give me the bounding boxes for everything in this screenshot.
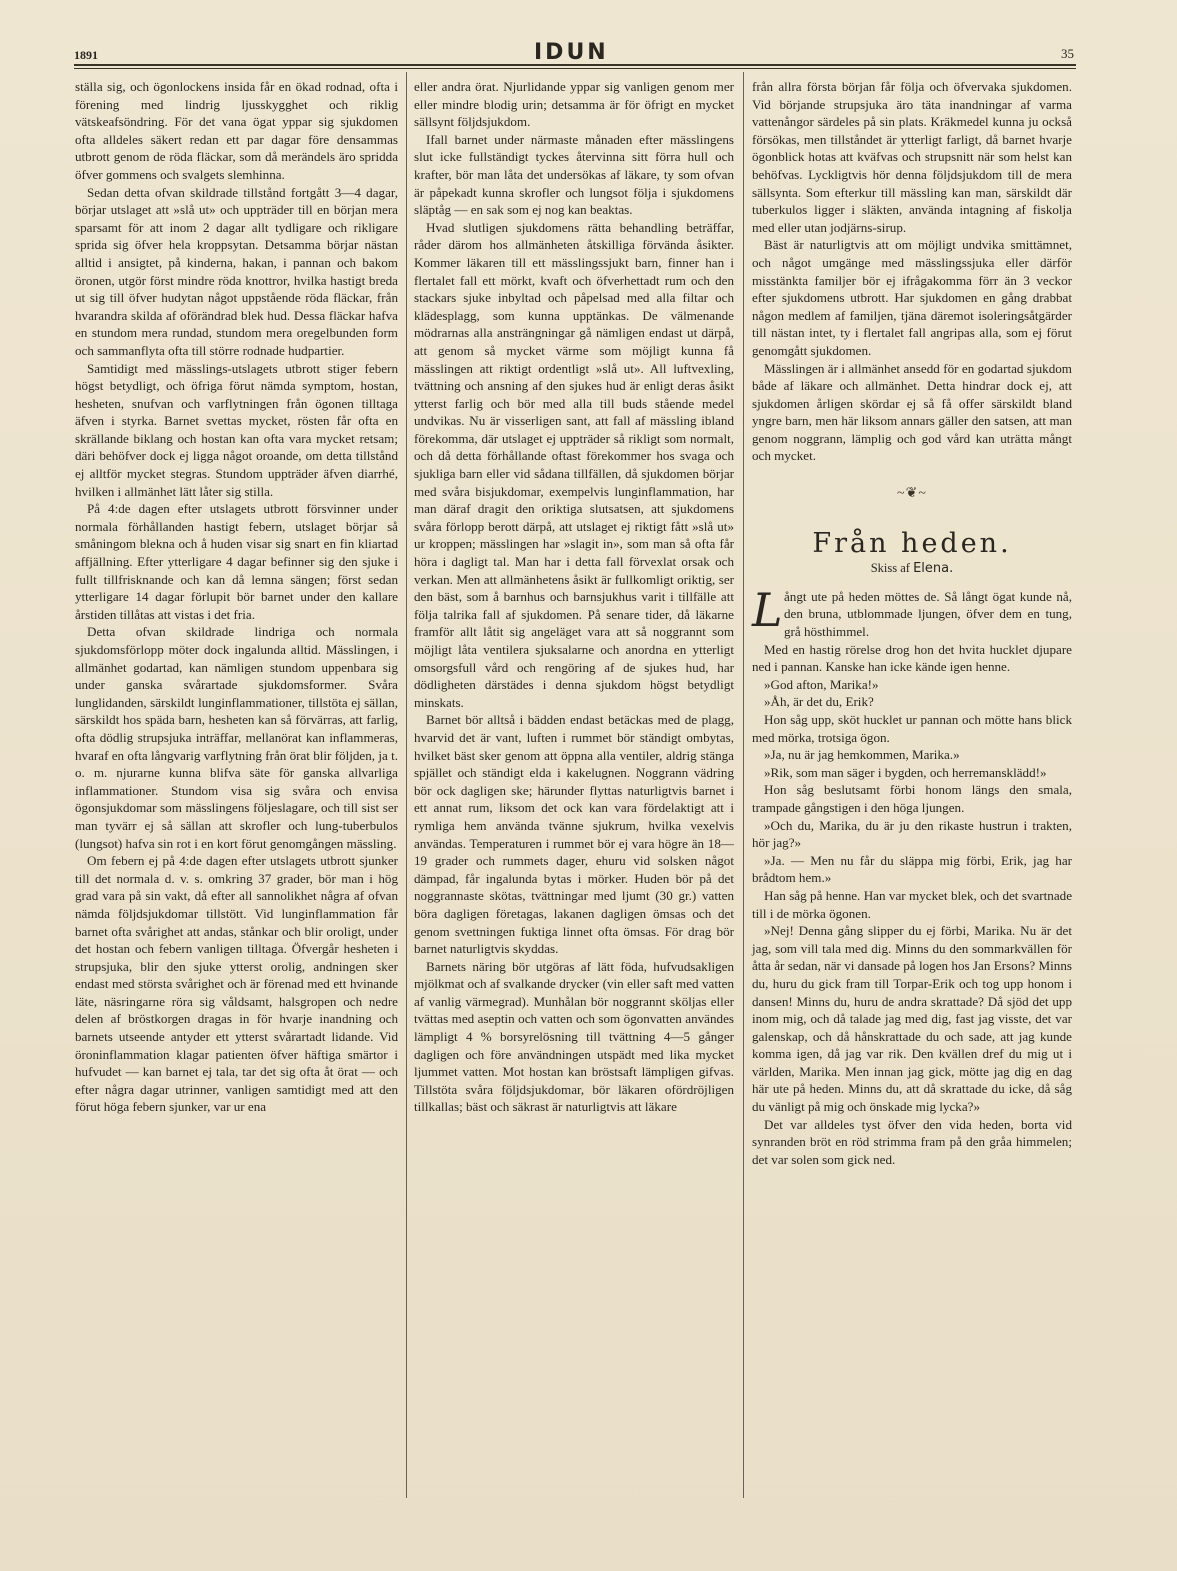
story-paragraph: Med en hastig rörelse drog hon det hvita hucklet djupare ned i pannan. Kanske han icke kände igen henne. <box>752 641 1072 675</box>
story-title: Från heden. <box>812 527 1012 559</box>
story-paragraph: »Och du, Marika, du är ju den rikaste hustrun i trakten, hör jag?» <box>752 817 1072 851</box>
story-paragraph: Hon såg beslutsamt förbi honom längs den smala, trampade gångstigen i den höga ljungen. <box>752 782 1072 815</box>
header-rule-thick <box>74 64 1076 66</box>
story-paragraph: »Rik, som man säger i bygden, och herremansklädd!» <box>764 764 1047 780</box>
column-3 <box>752 78 1072 1168</box>
paragraph: eller andra örat. Njurlidande yppar sig vanligen genom mer eller mindre blodig urin; detsamma är för öfrigt en mycket sällsynt följdsjukdom. <box>414 79 734 130</box>
byline-author: Elena. <box>913 561 954 577</box>
story-paragraph: »God afton, Marika!» <box>764 676 879 692</box>
paragraph: Barnets näring bör utgöras af lätt föda, hufvudsakligen mjölkmat och af svalkande drycker (vin eller saft med vatten af vanlig värmegrad). Munhålan bör noggrannt sköljas eller tvättas med aseptin och vatten och som ögonvatten användes lämpligt 4 % borsyrelösning till tvättning 4—5 gånger dagligen och före användningen utspädt med lika mycket ljummet vatten. Mot hostan kan bröstsaft lämpligen gifvas. Tillstöta svåra följdsjukdomar, bör läkaren ofördröjligen tillkallas; bäst och säkrast är naturligtvis att läkare <box>414 958 734 1115</box>
paragraph: Ifall barnet under närmaste månaden efter mässlingens slut icke fullständigt tyckes återvinna sitt förra hull och krafter, bör man låta det undersökas af läkare, ty som ofvan är påpekadt kunna skrofler och lungsot följa i sjukdomens släptåg — en sak som ej nog kan beaktas. <box>414 131 734 218</box>
header-page-number: 35 <box>1061 46 1074 61</box>
paragraph: från allra första början får följa och öfvervaka sjukdomen. Vid börjande strupsjuka äro täta inandningar af varma vattenångor särdeles på sin plats. Kräkmedel kunna ju också försökas, men tillståndet är ytterligt farligt, då barnet hvarje ögonblick hotas att kväfvas och strupsnitt när som helst kan behöfvas. Lyckligtvis hör denna följdsjukdom till de mera sällsynta. Som efterkur till mässling kan man, särskildt där tuberkulos ligger i släkten, använda intagning af fiskolja med eller utan jodjärns-sirup. <box>752 79 1072 235</box>
story-paragraph: Det var alldeles tyst öfver den vida heden, borta vid synranden bröt en röd strimma fram på den gråa himmelen; det var solen som gick ned. <box>752 1116 1072 1167</box>
story-paragraph: »Nej! Denna gång slipper du ej förbi, Marika. Nu är det jag, som vill tala med dig. Minns du den sommarkvällen för åtta år sedan, när vi dansade på logen hos Jan Ersons? Minns du, huru du gick fram till Torpar-Erik och tog upp honom i dansen! Minns du, huru de andra skrattade? Då sjöd det upp inom mig, och då talade jag med dig, fast jag visste, det var galenskap, och då hånskrattade du och sade, att jag kunde komma igen, då jag var rik. Den kvällen dref du mig ut i världen, Marika. Men innan jag gick, mötte jag dig en dag här ute på heden. Minns du, att då skrattade du icke, då såg du vänligt på mig och önskade mig lycka?» <box>752 923 1072 1115</box>
paragraph: Barnet bör alltså i bädden endast betäckas med de plagg, hvarvid det är vant, luften i rummet bör ständigt ombytas, hvilket bäst sker genom att öppna alla ventiler, aldrig stänga spjället och ständigt elda i kakelugnen. Noggrann vädring bör ock dagligen ske; härunder flyttas naturligtvis barnet i ett annat rum, liksom det ock kan vara fördelaktigt att i rymliga hem använda tvänne sjukrum, hvilka vexelvis användas. Temperaturen i rummet bör ej vara högre än 18—19 grader och rummets dager, ehuru vid solsken något dämpad, får ingalunda bytas i mörker. Huden bör på det noggrannaste skötas, tvättningar med ljumt (30 gr.) vatten böra dagligen företagas, lakanen dagligen ömsas och det genom svettningen fuktiga linnet ofta ömsas. För drag bör barnet naturligtvis skyddas. <box>414 712 734 957</box>
paragraph: Detta ofvan skildrade lindriga och normala sjukdomsförlopp möter dock ingalunda alltid. Mässlingen, i allmänhet godartad, kan nämligen stundom uppenbara sig under ganska svårartade sjukdomsformer. Svåra lunglidanden, särskildt lunginflammationer, tillstöta ej sällan, särskildt hos späda barn, hesheten kan så förvärras, att farlig, ofta dödlig strupsjuka inträffar, mellanörat kan inflammeras, hvaraf en ofta långvarig varflytning från örat blir följden, ja t. o. m. njurarne kunna blifva säte för ganska allvarliga inflammationer. Stundom visa sig svåra och envisa ögonsjukdomar som mässlingens följeslagare, och till sist ser man tyvärr ej så sällan att skrofler och lung-tuberbulos (lungsot) hafva sin rot i en kort förut genomgången mässling. <box>75 624 398 851</box>
paragraph: Mässlingen är i allmänhet ansedd för en godartad sjukdom både af läkare och allmänhet. Detta hindrar dock ej, att sjukdomen årligen skördar ej så få offer särskildt bland yngre barn, men här liksom annars gäller den satsen, att man genom noggrann, lämplig och god vård kan uträtta mångt och mycket. <box>752 360 1072 464</box>
column-2 <box>414 78 734 1116</box>
paragraph: Sedan detta ofvan skildrade tillstånd fortgått 3—4 dagar, börjar utslaget att »slå ut» och uppträder till en början mera sparsamt för att inom 2 dagar allt tydligare och rikligare sprida sig öfver hela kroppsytan. Detsamma börjar nästan alltid i ansigtet, på kinderna, hakan, i pannan och bakom öronen, utgör först mindre röda knottror, hvilka hastigt breda ut sig till öfver hudytan något uppstående röda fläckar, från hvarandra skilda af oförändrad blek hud. Dessa fläckar hafva en stundom mera rundad, stundom mera oregelbunden form och sammanflyta ofta till större rodnade hudpartier. <box>75 184 398 358</box>
story-paragraph: Hon såg upp, sköt hucklet ur pannan och mötte hans blick med mörka, trotsiga ögon. <box>752 712 1072 745</box>
column-divider <box>406 72 407 1498</box>
story-byline <box>752 560 1072 578</box>
story-paragraph: Han såg på henne. Han var mycket blek, och det svartnade till i de mörka ögonen. <box>752 887 1072 921</box>
header-rule-thin <box>74 68 1076 69</box>
paragraph: Samtidigt med mässlings-utslagets utbrott stiger febern högst betydligt, och öfriga förut nämda symptom, hostan, hesheten, snufvan och varflytningen från ögonen tilltaga äfven i styrka. Barnet svettas mycket, rösten får ofta en skrällande biklang och hostan kan ofta vara mycket retsam; däri behöfver dock ej ligga något oroande, om detta tillstånd ej alltför mycket stegras. Stundom uppträder äfven diarrhé, hvilken i allmänhet lätt låter sig stilla. <box>75 360 398 499</box>
story-paragraph: »Åh, är det du, Erik? <box>764 694 874 710</box>
paragraph: Hvad slutligen sjukdomens rätta behandling beträffar, råder därom hos allmänheten åtskilliga förvända åsikter. Kommer läkaren till ett mässlingssjukt barn, finner han i flertalet fall ett mörkt, kvaft och öfverhettadt rum och den stackars sjuke inbyltad och påpelsad med alla filtar och klädesplagg, som kunna upptänkas. De välmenande mödrarnas alla ansträngningar gå nämligen endast ut därpå, att genom så mycket värme som möjligt kunna få mässlingen att riktigt ordentligt »slå ut». All luftvexling, tvättning och ansning af den sjukes hud är enligt deras åsikt ytterst farlig och bör med alla till buds stående medel undvikas. Nu är visserligen sant, att fall af mässling ibland förekomma, där utslaget ej uppträder så rikligt som normalt, och då detta förhållande oftast förekommer hos svaga och sjukliga barn eller vid sådana tillfällen, då sjukdomen börjar med svåra bisjukdomar, exempelvis lunginflammation, har man däraf dragit den oriktiga slutsatsen, att sjukdomens svåra förlopp berott därpå, att utslaget ej riktigt fått »slå ut» ur kroppen; mässlingen har »slagit in», som man så ofta får höra i dagligt tal. Man har i detta fall förvexlat orsak och verkan. Men att allmänhetens åsikt är fullkomligt oriktig, ser den bäst, som å barnhus och barnsjukhus varit i tillfälle att följa talrika fall af sjukdomen. På senare tider, då läkarne framför allt låtit sig angeläget vara att så noggrannt som möjligt låta ventilera sjuksalarne och anordna en ytterligt omsorgsfull vård och rengöring af de sjukes hud, har dödligheten därstädes i denna sjukdom högst betydligt minskats. <box>414 219 734 710</box>
header-year: 1891 <box>74 48 98 62</box>
paragraph: Bäst är naturligtvis att om möjligt undvika smittämnet, och något umgänge med mässlingssjuka eller därför misstänkta familjer bör ej ifrågakomma förr än 3 veckor efter sjukdomens utbrott. Har sjukdomen en gång drabbat någon medlem af familjen, tjäna däremot isoleringsåtgärder till nästan intet, ty i flertalet fall angripas alla, som ej förut genomgått sjukdomen. <box>752 237 1072 358</box>
header-title: IDUN <box>534 40 609 65</box>
paragraph: Om febern ej på 4:de dagen efter utslagets utbrott sjunker till det normala d. v. s. omkring 37 grader, bör man i hög grad vara på sin vakt, då efter all sannolikhet några af ofvan nämda följdsjukdomar tillstött. Vid lunginflammation får barnet ofta svårighet att andas, stånkar och blir oroligt, under det hostan och febern vanligen tilltaga. Öfvergår hesheten i strupsjuka, blir den sjuke ytterst orolig, andningen sker endast med största svårighet och är förenad med ett hvinande läte, näsringarne röra sig våldsamt, halsgropen och nedre delen af bröstkorgen dragas in för hvarje inandning och barnets utseende antyder ett ytterst svårartadt lidande. Vid öroninflammation klagar patienten öfver häftiga smärtor i hufvudet — kan barnet ej tala, tar det sig ofta åt örat — och efter några dagar utrinner, vanligen samtidigt med att den förut höga febern sjunker, var ur ena <box>75 853 398 1115</box>
story-first-paragraph <box>752 582 1072 641</box>
story-paragraph: »Ja, nu är jag hemkommen, Marika.» <box>764 747 960 763</box>
byline-prefix: Skiss af <box>870 561 910 576</box>
column-divider <box>743 72 744 1498</box>
drop-cap: L <box>752 582 783 637</box>
column-1 <box>75 78 398 1116</box>
story-paragraph: »Ja. — Men nu får du släppa mig förbi, Erik, jag har brådtom hem.» <box>752 852 1072 886</box>
paragraph: På 4:de dagen efter utslagets utbrott försvinner under normala förhållanden hastigt febern, utslaget börjar så småningom blekna och å huden visar sig snart en fin kliartad affjällning. Efter ytterligare 4 dagar befinner sig den sjuke i fullt tillfrisknande och kan då lemna sängen; först sedan ytterligare 14 dagar förlupit bör barnet under den kallare årstiden tillåtas att vistas i det fria. <box>75 501 398 622</box>
section-ornament: ~❦~ <box>897 486 927 502</box>
first-paragraph-text: ångt ute på heden möttes de. Så långt ögat kunde nå, den bruna, utblommade ljungen, öfver dem en tung, grå hösthimmel. <box>784 588 1072 640</box>
paragraph: ställa sig, och ögonlockens insida får en ökad rodnad, ofta i förening med lindrig ljusskygghet och riklig vätskeafsöndring. För det vana ögat yppar sig sjukdomen ofta alldeles säkert redan ett par dagar före densammas utbrott genom de röda fläckar, som då merändels äro spridda öfver gommens och svalgets slemhinna. <box>75 79 398 182</box>
